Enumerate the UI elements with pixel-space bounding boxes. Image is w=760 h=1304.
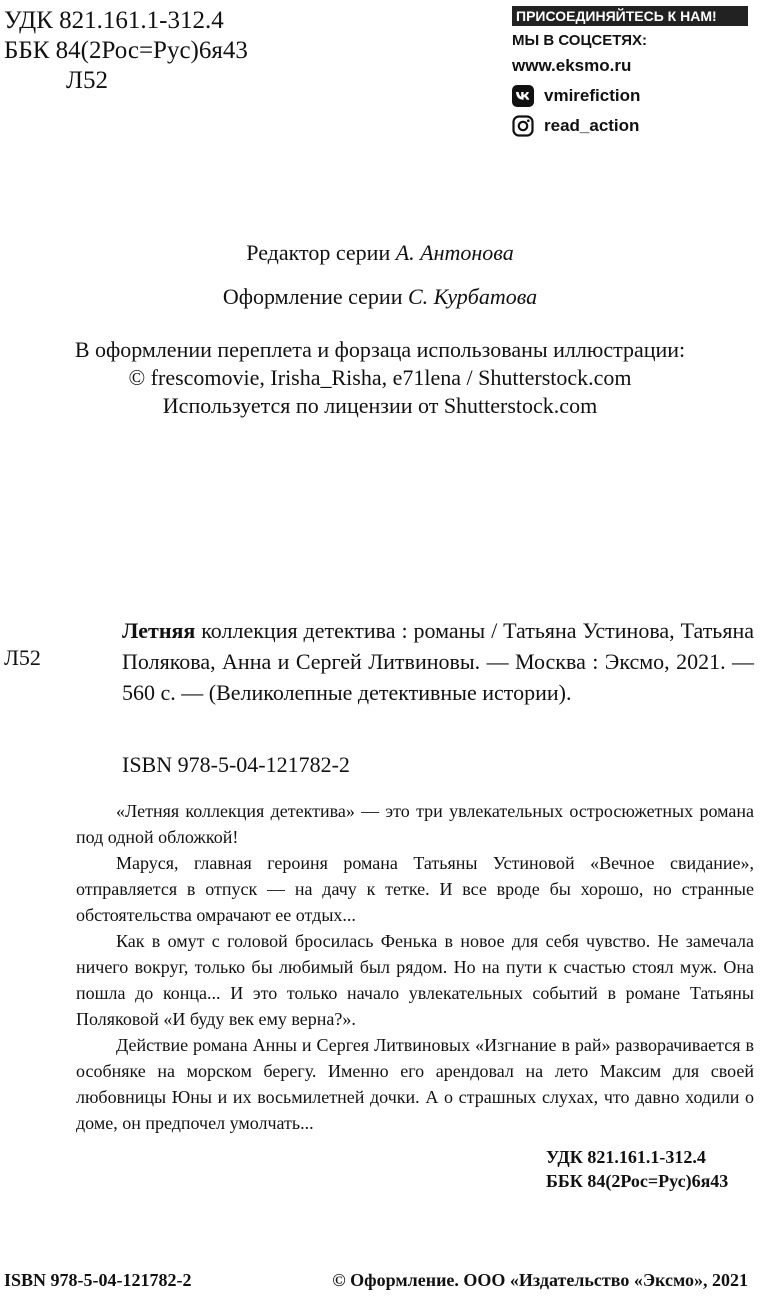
footer-isbn: ISBN 978-5-04-121782-2	[4, 1270, 192, 1290]
vk-row[interactable]	[512, 84, 748, 108]
illustrations-credit	[0, 336, 760, 420]
vk-icon	[512, 85, 534, 107]
annotation	[76, 798, 754, 1136]
illustrations-line-3: Используется по лицензии от Shutterstock.com	[162, 393, 598, 418]
classification-block	[4, 6, 248, 96]
bbk-code: ББК 84(2Рос=Рус)6я43	[4, 37, 248, 64]
instagram-icon	[512, 115, 534, 137]
catalog-description: коллекция детектива : романы / Татьяна Устинова, Татьяна Полякова, Анна и Сергей Литвиновы. — Москва : Эксмо, 2021. — 560 с. — (Великолепные детективные истории).	[122, 618, 754, 705]
series-design-label: Оформление серии	[222, 284, 403, 309]
social-block	[512, 6, 748, 138]
udk-code: УДК 821.161.1-312.4	[4, 7, 224, 34]
vk-handle: vmirefiction	[544, 86, 641, 105]
annotation-paragraph: Как в омут с головой бросилась Фенька в новое для себя чувство. Не замечала ничего вокруг, только бы любимый был рядом. Но на пути к счастью стоял муж. Она пошла до конца... И это только начало увлекательных событий в романе Татьяны Поляковой «И буду век ему верна?».	[76, 931, 754, 1029]
join-us-banner: ПРИСОЕДИНЯЙТЕСЬ К НАМ!	[512, 6, 748, 26]
catalog-isbn: ISBN 978-5-04-121782-2	[122, 752, 350, 777]
series-design-line	[0, 284, 760, 310]
annotation-paragraph: «Летняя коллекция детектива» — это три увлекательных остросюжетных романа под одной обложкой!	[76, 801, 754, 847]
instagram-handle: read_action	[544, 116, 640, 135]
annotation-paragraph: Действие романа Анны и Сергея Литвиновых «Изгнание в рай» разворачивается в особняке на морском берегу. Именно его арендовал на лето Максим для своей любовницы Юны и их восьмилетней дочки. А о страшных слухах, что давно ходили о доме, он предпочел умолчать...	[76, 1035, 754, 1133]
catalog-entry	[76, 615, 754, 708]
series-editor-line	[0, 240, 760, 266]
catalog-title-word: Летняя	[122, 618, 196, 643]
catalog-author-mark: Л52	[4, 645, 41, 670]
bottom-udk: УДК 821.161.1-312.4	[546, 1147, 706, 1167]
bottom-bbk: ББК 84(2Рос=Рус)6я43	[546, 1171, 729, 1191]
illustrations-line-1: В оформлении переплета и форзаца использованы иллюстрации:	[74, 337, 686, 362]
social-subtitle: МЫ В СОЦСЕТЯХ:	[512, 32, 648, 49]
illustrations-line-2: © frescomovie, Irisha_Risha, e71lena / Shutterstock.com	[128, 365, 632, 390]
footer-copyright: © Оформление. ООО «Издательство «Эксмо», 2021	[332, 1270, 748, 1290]
series-editor-name: А. Антонова	[395, 240, 514, 265]
instagram-row[interactable]	[512, 114, 748, 138]
website-link[interactable]: www.eksmo.ru	[512, 56, 632, 75]
series-design-name: С. Курбатова	[407, 284, 538, 309]
series-editor-label: Редактор серии	[246, 240, 391, 265]
annotation-paragraph: Маруся, главная героиня романа Татьяны Устиновой «Вечное свидание», отправляется в отпуск — на дачу к тетке. И все вроде бы хорошо, но странные обстоятельства омрачают ее отдых...	[76, 853, 754, 925]
author-mark: Л52	[66, 67, 108, 94]
bottom-classification	[546, 1145, 728, 1193]
